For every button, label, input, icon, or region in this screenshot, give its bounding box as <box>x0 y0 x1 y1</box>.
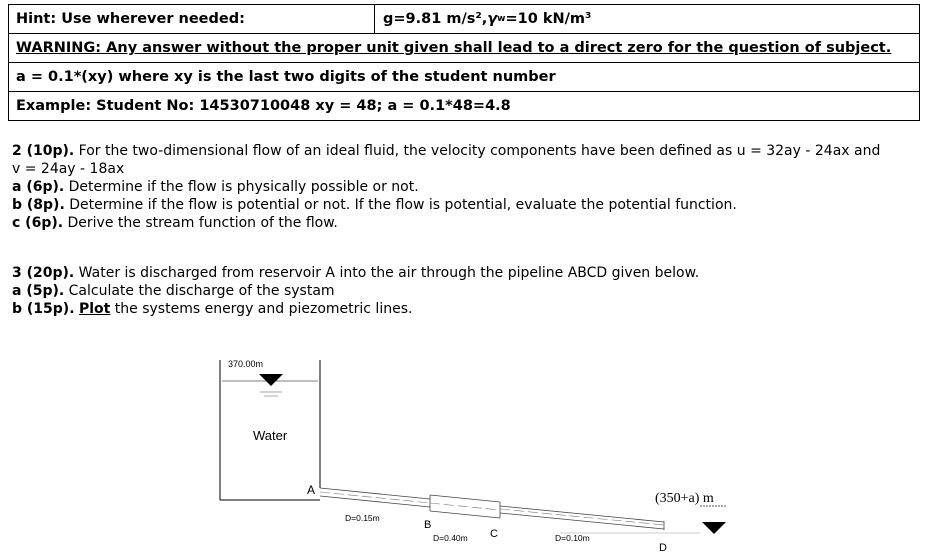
q3-b-plot: Plot <box>78 301 111 317</box>
outlet-level-label: (350+a) m <box>655 491 714 506</box>
q3-a-text: Calculate the discharge of the systam <box>64 283 335 299</box>
q2-b-text: Determine if the flow is potential or not. If the flow is potential, evaluate the potential function. <box>64 197 737 213</box>
q3-b-head: b (15p). <box>12 301 75 317</box>
q2-head: 2 (10p). <box>12 143 75 159</box>
q2-line2: v = 24ay - 18ax <box>12 161 125 177</box>
gamma-symbol: γ <box>487 11 498 27</box>
water-level-marker-icon <box>259 374 283 396</box>
q3-a-head: a (5p). <box>12 283 65 299</box>
diameter-bc-label: D=0.40m <box>433 533 468 543</box>
constants-g: g=9.81 m/s², <box>383 11 488 27</box>
point-a-label: A <box>307 483 316 497</box>
pipe-segment-ab <box>320 488 430 507</box>
hint-label: Hint: Use wherever needed: <box>9 5 375 33</box>
warning-text: WARNING: Any answer without the proper unit given shall lead to a direct zero for the question of subject. <box>16 40 892 56</box>
pipe-segment-bc <box>430 495 500 518</box>
q3-b-text: the systems energy and piezometric lines. <box>110 301 413 317</box>
gamma-subscript: w <box>497 14 506 24</box>
point-d-label: D <box>659 542 667 554</box>
q2-c-head: c (6p). <box>12 215 64 231</box>
point-c-label: C <box>490 528 498 540</box>
water-label: Water <box>253 428 288 443</box>
q2-a-head: a (6p). <box>12 179 65 195</box>
a-definition-text: a = 0.1*(xy) where xy is the last two digits of the student number <box>16 69 556 85</box>
point-b-label: B <box>424 519 432 531</box>
q3-head: 3 (20p). <box>12 265 75 281</box>
diameter-ab-label: D=0.15m <box>345 513 380 523</box>
q3-text: Water is discharged from reservoir A into the air through the pipeline ABCD given below. <box>74 265 700 281</box>
diameter-cd-label: D=0.10m <box>555 533 590 543</box>
pipe-segment-cd <box>500 506 664 530</box>
reservoir-level-label: 370.00m <box>228 359 264 369</box>
constants-gamma-value: =10 kN/m³ <box>505 11 592 27</box>
outlet-level-marker-icon <box>700 506 726 534</box>
q2-b-head: b (8p). <box>12 197 65 213</box>
q2-text: For the two-dimensional flow of an ideal fluid, the velocity components have been defined as u = 32ay - 24ax and <box>74 143 881 159</box>
q2-c-text: Derive the stream function of the flow. <box>63 215 338 231</box>
q2-a-text: Determine if the flow is physically possible or not. <box>64 179 419 195</box>
example-text: Example: Student No: 14530710048 xy = 48; a = 0.1*48=4.8 <box>16 98 511 114</box>
